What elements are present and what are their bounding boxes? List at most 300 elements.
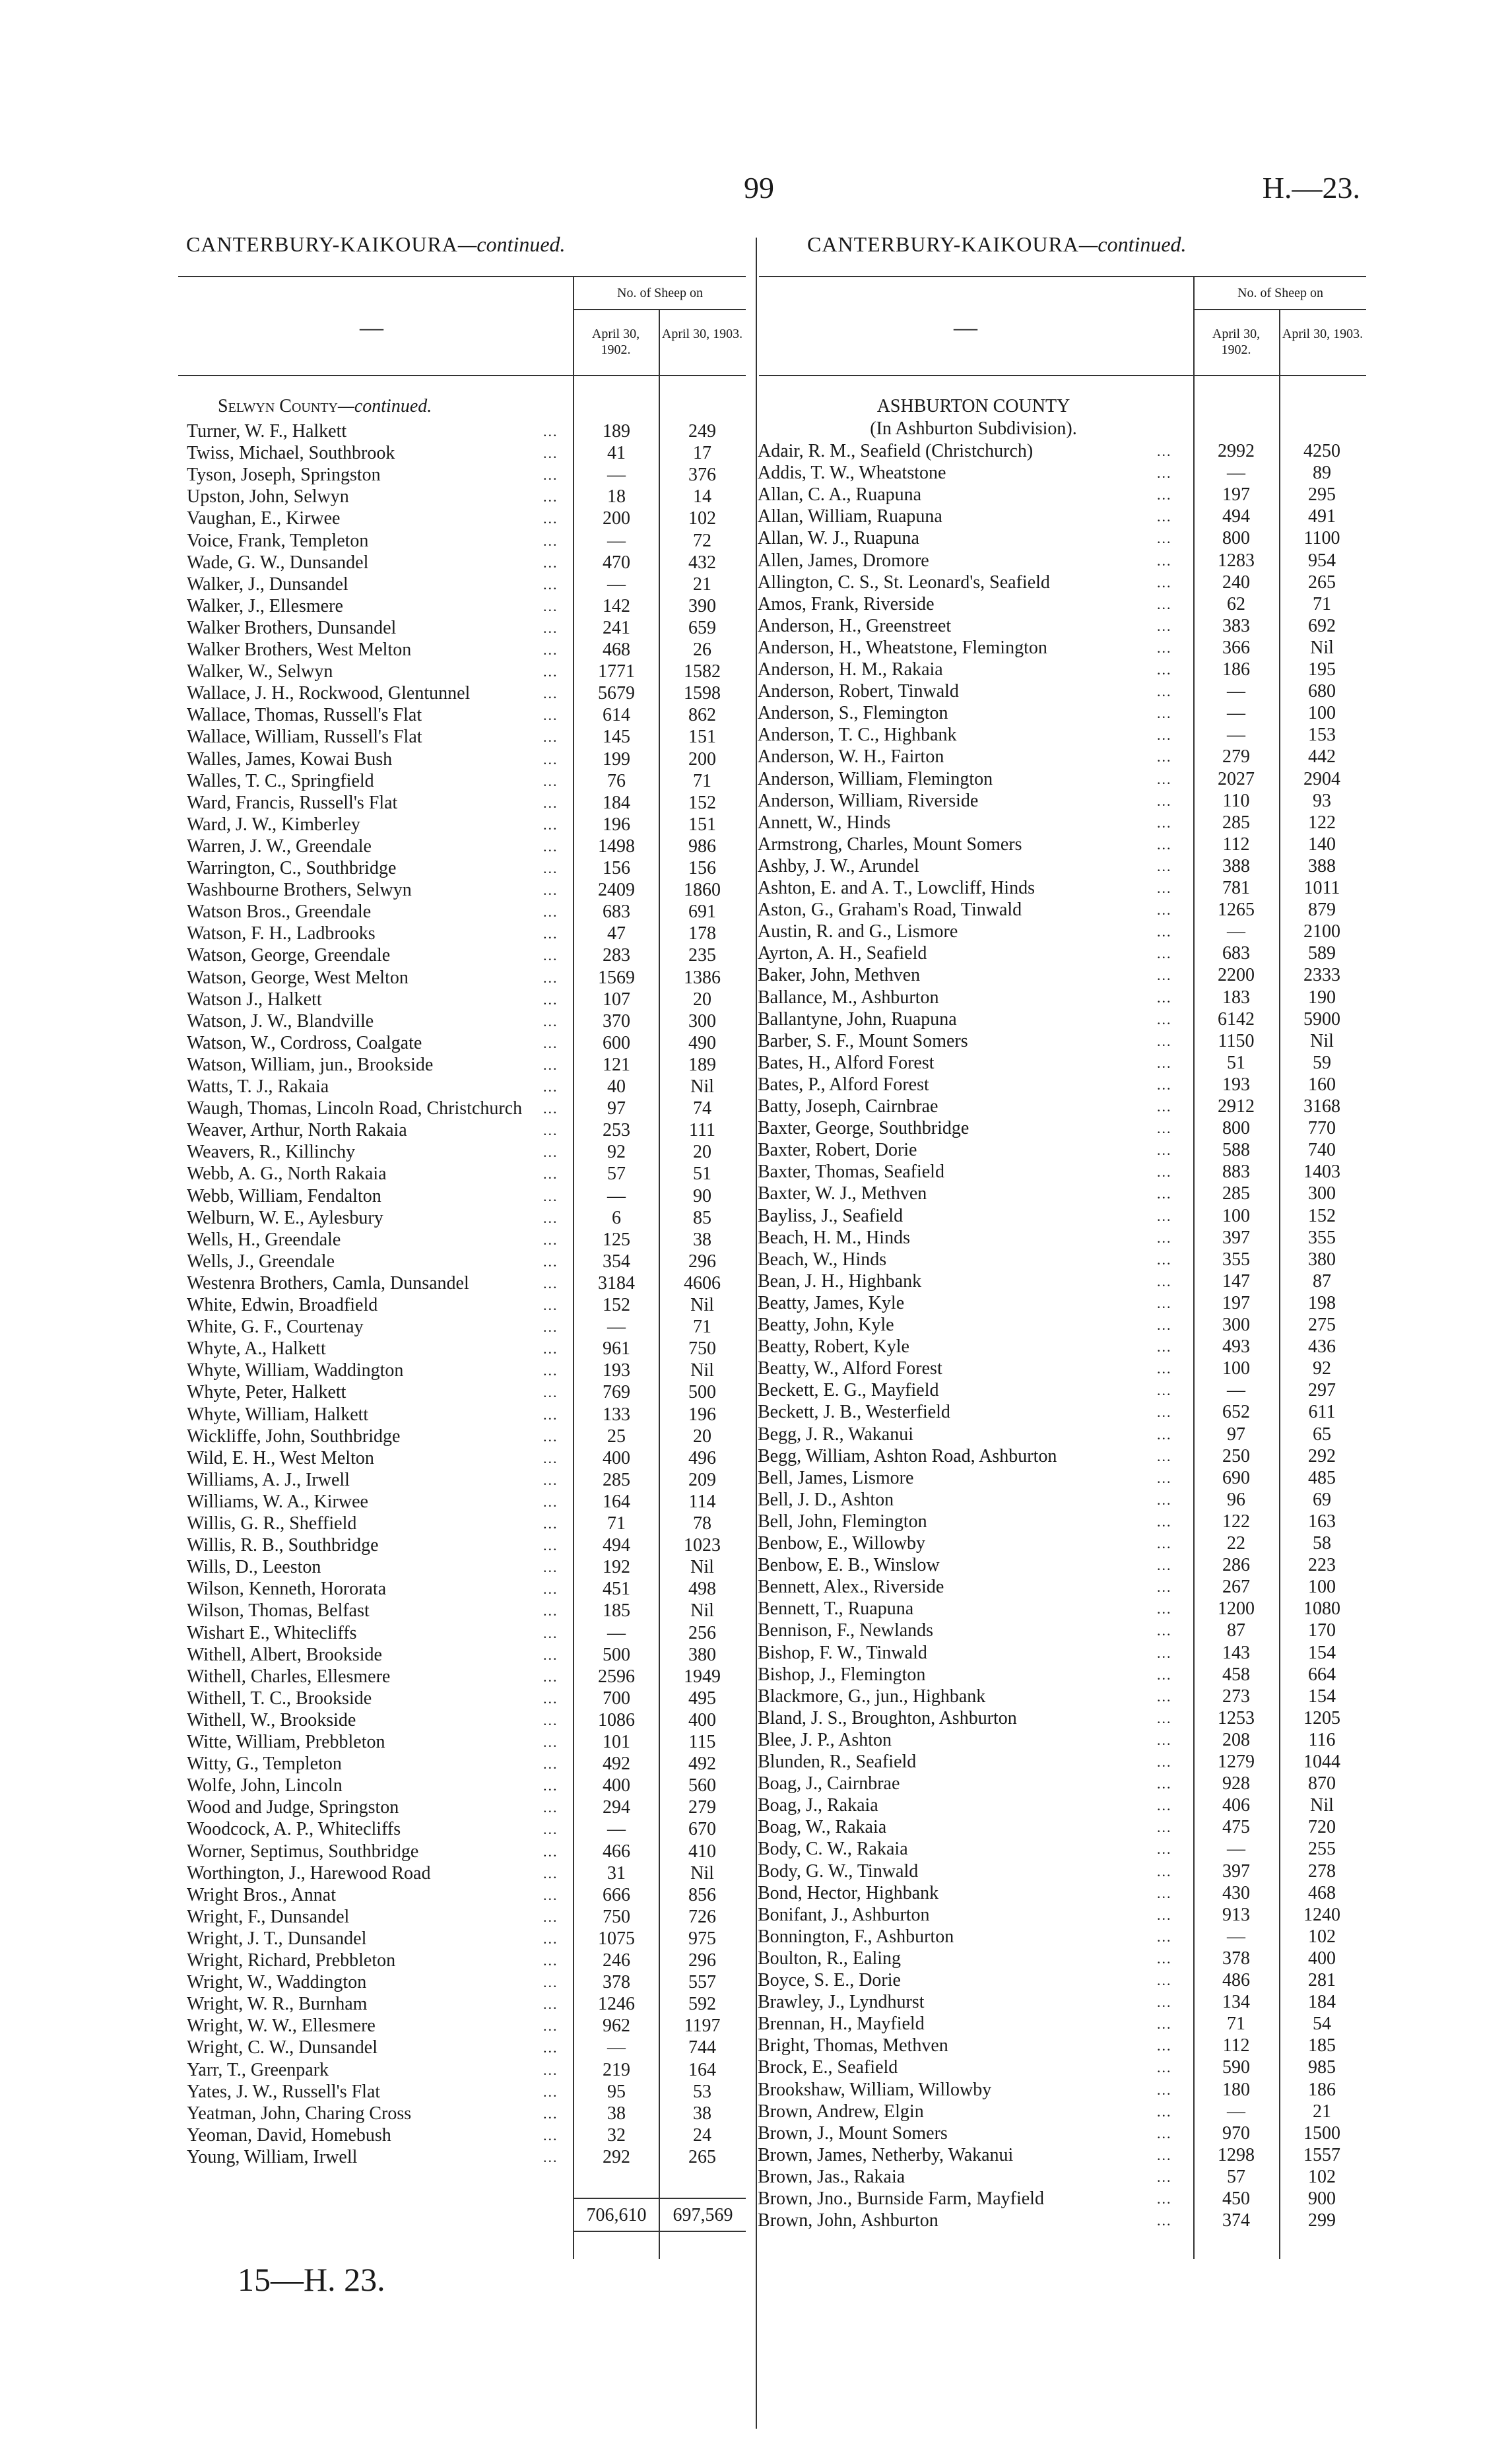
sheep-1902: 31 [607,1862,626,1884]
leader-dots: ... [1157,792,1172,809]
leader-dots: ... [1157,1775,1172,1792]
sheep-1903: 265 [1308,572,1336,593]
sheep-1903: 744 [688,2037,716,2058]
owner-name: Brown, Jno., Burnside Farm, Mayfield [758,2188,1044,2209]
leader-dots: ... [1157,1447,1172,1464]
leader-dots: ... [1157,1535,1172,1552]
sheep-1903: 164 [688,2059,716,2080]
sheep-1903: 38 [693,1229,711,1250]
leader-dots: ... [1157,1754,1172,1770]
leader-dots: ... [1157,2037,1172,2054]
leader-dots: ... [1157,443,1172,459]
table-row [758,1904,1366,1926]
right-column-title [807,232,1187,257]
owner-name: Tyson, Joseph, Springston [187,465,381,486]
owner-name: Weaver, Arthur, North Rakaia [187,1120,407,1141]
leader-dots: ... [543,1034,558,1051]
sheep-1902: 2992 [1218,441,1255,461]
table-row [187,682,748,704]
leader-dots: ... [1157,814,1172,831]
table-row [187,661,748,682]
sheep-1903: 116 [1308,1729,1336,1750]
sheep-1903: 78 [693,1513,711,1534]
left-total-rule-bottom [573,2231,746,2232]
sheep-1902: 147 [1222,1270,1250,1292]
leader-dots: ... [543,1756,558,1773]
sheep-1902: 2596 [598,1666,635,1687]
sheep-1902: 219 [603,2059,630,2080]
leader-dots: ... [543,1646,558,1663]
sheep-1902: 430 [1222,1882,1250,1903]
sheep-1902: 2409 [598,880,635,901]
sheep-1903: Nil [690,1862,714,1884]
sheep-1902: 970 [1222,2122,1250,2144]
owner-name: Ashby, J. W., Arundel [758,855,919,876]
table-row [758,1926,1366,1948]
owner-name: Adair, R. M., Seafield (Christchurch) [758,441,1034,461]
sheep-1902: 666 [603,1884,630,1905]
leader-dots: ... [543,1428,558,1445]
owner-name: Aston, G., Graham's Road, Tinwald [758,900,1022,921]
table-row [187,1119,748,1141]
leader-dots: ... [1157,465,1172,482]
sheep-1902: 383 [1222,615,1250,636]
sheep-1902: 97 [607,1098,626,1119]
leader-dots: ... [543,1253,558,1270]
sheep-1903: 495 [688,1688,716,1709]
sheep-1903: 560 [688,1775,716,1796]
sheep-1903: 468 [1308,1882,1336,1903]
sheep-1903: 592 [688,1994,716,2015]
column-divider [756,238,757,2429]
sheep-1902: 1253 [1218,1707,1255,1728]
owner-name: Wallace, Thomas, Russell's Flat [187,705,422,726]
sheep-1903: 295 [1308,484,1336,506]
table-row [758,527,1366,549]
leader-dots: ... [1157,639,1172,656]
sheep-1903: 1582 [684,661,721,682]
leader-dots: ... [1157,661,1172,678]
sheep-1902: 781 [1222,878,1250,898]
owner-name: Wright, F., Dunsandel [187,1906,350,1927]
left-total-1903: 697,569 [673,2205,733,2225]
table-row [187,923,748,944]
sheep-1902: 470 [603,552,630,573]
leader-dots: ... [1157,1491,1172,1508]
sheep-1902: 286 [1222,1555,1250,1576]
leader-dots: ... [1157,683,1172,700]
table-row [187,2059,748,2081]
table-row [187,814,748,836]
leader-dots: ... [1157,770,1172,787]
leader-dots: ... [543,1144,558,1161]
sheep-1903: 659 [688,617,716,638]
table-row [758,637,1366,659]
owner-name: Bond, Hector, Highbank [758,1882,939,1903]
owner-name: Webb, William, Fendalton [187,1185,381,1206]
sheep-1903: 163 [1308,1511,1336,1532]
owner-name: Benbow, E., Willowby [758,1533,925,1554]
sheep-1902: 1771 [598,661,635,682]
sheep-1902: 32 [607,2124,626,2146]
sheep-1903: 1205 [1303,1707,1340,1728]
leader-dots: ... [543,1952,558,1969]
table-row [758,1686,1366,1707]
owner-name: Beckett, J. B., Westerfield [758,1402,950,1423]
leader-dots: ... [543,1777,558,1794]
owner-name: Wright, W., Waddington [187,1972,367,1993]
owner-name: Bennett, T., Ruapuna [758,1598,914,1620]
leader-dots: ... [543,1471,558,1488]
sheep-1902: 294 [603,1797,630,1818]
sheep-1903: 985 [1308,2057,1336,2078]
owner-name: Anderson, H., Greenstreet [758,615,952,636]
leader-dots: ... [543,794,558,811]
left-column-title [186,232,566,257]
sheep-1902: 47 [607,923,626,944]
left-section-continued: —continued. [337,396,432,416]
owner-name: Yeoman, David, Homebush [187,2124,391,2146]
owner-name: Warrington, C., Southbridge [187,858,397,878]
leader-dots: ... [543,1406,558,1423]
table-row [758,1008,1366,1030]
sheep-1903: 265 [688,2146,716,2167]
table-row [758,1205,1366,1227]
sheep-1902: — [1227,725,1245,746]
sheep-1902: 3184 [598,1272,635,1294]
leader-dots: ... [543,1602,558,1620]
sheep-1902: — [607,1819,626,1840]
table-row [758,659,1366,680]
leader-dots: ... [543,641,558,658]
leader-dots: ... [1157,1098,1172,1115]
sheep-1902: 494 [603,1535,630,1556]
leader-dots: ... [1157,2081,1172,2098]
owner-name: Beach, H. M., Hinds [758,1227,910,1248]
sheep-1902: 374 [1222,2210,1250,2231]
table-row [758,855,1366,877]
leader-dots: ... [543,685,558,702]
table-row [187,1666,748,1688]
table-row [758,1096,1366,1117]
table-row [758,572,1366,593]
owner-name: Wills, D., Leeston [187,1557,321,1578]
sheep-1903: 281 [1308,1970,1336,1990]
sheep-1902: 253 [603,1120,630,1141]
owner-name: Bayliss, J., Seafield [758,1205,904,1226]
table-row [758,1401,1366,1423]
sheep-1902: 1283 [1218,550,1255,571]
leader-dots: ... [1157,1972,1172,1988]
sheep-1902: 378 [603,1972,630,1993]
sheep-1902: 2200 [1218,965,1255,986]
sheep-1903: 5900 [1303,1008,1340,1030]
sheep-1903: 279 [688,1797,716,1818]
owner-name: Boyce, S. E., Dorie [758,1970,901,1990]
sheep-1903: 71 [1313,593,1331,614]
sheep-1903: 92 [1313,1358,1331,1379]
sheep-1902: 241 [603,617,630,638]
table-row [187,1316,748,1338]
leader-dots: ... [1157,1404,1172,1421]
owner-name: Watson, George, Greendale [187,945,391,966]
table-row [758,2013,1366,2035]
sheep-1902: 406 [1222,1795,1250,1816]
table-row [758,964,1366,986]
sheep-1902: — [1227,463,1245,484]
leader-dots: ... [1157,1426,1172,1443]
table-row [758,1882,1366,1904]
owner-name: Ballantyne, John, Ruapuna [758,1008,957,1030]
sheep-1903: 54 [1313,2014,1331,2035]
sheep-1903: 71 [693,1317,711,1338]
leader-dots: ... [1157,1688,1172,1705]
sheep-1903: 3168 [1303,1096,1340,1117]
leader-dots: ... [543,1799,558,1816]
leader-dots: ... [1157,1317,1172,1333]
leader-dots: ... [1157,748,1172,766]
table-row [758,2035,1366,2056]
sheep-1902: 185 [603,1600,630,1622]
sheep-1903: 300 [1308,1183,1336,1204]
leader-dots: ... [1157,945,1172,962]
owner-name: Whyte, A., Halkett [187,1338,326,1360]
owner-name: Anderson, William, Flemington [758,768,993,789]
sheep-1903: 93 [1313,790,1331,811]
sheep-1903: 485 [1308,1467,1336,1488]
owner-name: Body, G. W., Tinwald [758,1860,919,1882]
leader-dots: ... [1157,1076,1172,1093]
owner-name: Brown, J., Mount Somers [758,2122,948,2144]
table-row [758,1729,1366,1751]
table-row [187,1884,748,1906]
owner-name: Blackmore, G., jun., Highbank [758,1686,986,1707]
table-row [758,462,1366,484]
table-row [187,1753,748,1775]
leader-dots: ... [1157,923,1172,940]
owner-name: Batty, Joseph, Cairnbrae [758,1096,938,1117]
sheep-1902: 493 [1222,1336,1250,1358]
leader-dots: ... [543,1711,558,1728]
sheep-1903: 1557 [1303,2144,1340,2165]
table-row [758,1576,1366,1598]
sheep-1903: 87 [1313,1270,1331,1292]
table-row [758,1773,1366,1794]
sheep-1903: Nil [1310,1030,1334,1051]
sheep-1902: 500 [603,1644,630,1665]
leader-dots: ... [1157,1251,1172,1268]
owner-name: Whyte, William, Halkett [187,1404,369,1425]
leader-dots: ... [1157,880,1172,896]
table-row [187,1578,748,1600]
sheep-1902: 267 [1222,1577,1250,1598]
owner-name: Body, C. W., Rakaia [758,1839,908,1860]
leader-dots: ... [1157,1338,1172,1356]
leader-dots: ... [543,510,558,527]
table-row [187,1818,748,1840]
sheep-1903: 152 [688,792,716,813]
owner-name: Allington, C. S., St. Leonard's, Seafield [758,572,1050,593]
leader-dots: ... [1157,2059,1172,2076]
leader-dots: ... [543,467,558,484]
leader-dots: ... [543,816,558,833]
table-row [187,508,748,529]
leader-dots: ... [543,729,558,746]
sheep-1903: 102 [688,508,716,529]
leader-dots: ... [1157,1469,1172,1486]
leader-dots: ... [543,1668,558,1685]
leader-dots: ... [1157,1819,1172,1836]
table-row [187,770,748,792]
owner-name: Begg, William, Ashton Road, Ashburton [758,1445,1057,1466]
table-row [187,1600,748,1622]
table-row [758,440,1366,462]
sheep-1902: 1086 [598,1709,635,1730]
owner-name: Anderson, H., Wheatstone, Flemington [758,637,1047,658]
leader-dots: ... [1157,836,1172,853]
owner-name: Allan, W. J., Ruapuna [758,528,919,549]
table-row [187,1906,748,1928]
sheep-1902: 110 [1222,790,1250,811]
table-row [758,1030,1366,1052]
table-row [187,464,748,486]
owner-name: Ward, Francis, Russell's Flat [187,792,398,813]
owner-name: Walker, J., Ellesmere [187,595,343,616]
sheep-1902: 250 [1222,1445,1250,1466]
table-row [187,1272,748,1294]
table-row [187,1971,748,1993]
owner-name: Armstrong, Charles, Mount Somers [758,834,1022,855]
sheep-1902: — [607,574,626,595]
leader-dots: ... [1157,617,1172,634]
sheep-1902: 96 [1227,1489,1245,1510]
owner-name: Wade, G. W., Dunsandel [187,552,369,573]
owner-name: Wood and Judge, Springston [187,1797,399,1818]
sheep-1902: 928 [1222,1773,1250,1794]
left-header-group: No. of Sheep on [617,286,703,300]
table-row [758,1620,1366,1641]
sheep-1903: 750 [688,1338,716,1360]
leader-dots: ... [1157,2016,1172,2033]
sheep-1903: 720 [1308,1817,1336,1838]
leader-dots: ... [1157,552,1172,569]
table-row [187,639,748,661]
owner-name: Witty, G., Templeton [187,1754,342,1775]
sheep-1903: 256 [688,1622,716,1643]
table-row [758,1139,1366,1161]
owner-name: Yeatman, John, Charing Cross [187,2103,412,2124]
sheep-1903: 1197 [684,2016,721,2037]
leader-dots: ... [1157,530,1172,547]
leader-dots: ... [1157,1622,1172,1639]
leader-dots: ... [1157,1294,1172,1311]
table-row [758,1794,1366,1816]
owner-name: Walker Brothers, West Melton [187,640,412,660]
sheep-1903: 355 [1308,1227,1336,1248]
sheep-1903: 296 [688,1950,716,1971]
owner-name: Barber, S. F., Mount Somers [758,1030,968,1051]
left-header-bottom-rule [178,375,746,376]
sheep-1902: 652 [1222,1402,1250,1423]
sheep-1902: 1246 [598,1994,635,2015]
leader-dots: ... [543,1362,558,1379]
leader-dots: ... [543,947,558,964]
sheep-1903: 390 [688,595,716,616]
leader-dots: ... [543,1624,558,1641]
leader-dots: ... [543,1319,558,1336]
sheep-1903: 611 [1308,1402,1336,1423]
table-row [758,1270,1366,1292]
left-section-heading [218,396,432,417]
sheep-1903: 17 [693,443,711,464]
sheep-1903: 1240 [1303,1904,1340,1925]
sheep-1903: 235 [688,945,716,966]
owner-name: Bennison, F., Newlands [758,1620,934,1641]
owner-name: Voice, Frank, Templeton [187,530,369,551]
table-row [187,1032,748,1054]
owner-name: Wilson, Kenneth, Hororata [187,1579,387,1600]
table-row [758,550,1366,572]
sheep-1902: 475 [1222,1817,1250,1838]
owner-name: Beatty, W., Alford Forest [758,1358,942,1379]
left-title-text: CANTERBURY-KAIKOURA [186,232,458,256]
leader-dots: ... [1157,967,1172,984]
table-row [187,704,748,726]
leader-dots: ... [543,772,558,789]
sheep-1903: 89 [1313,463,1331,484]
sheep-1903: 1080 [1303,1598,1340,1620]
sheep-1902: 246 [603,1950,630,1971]
sheep-1903: 209 [688,1469,716,1490]
leader-dots: ... [543,860,558,876]
leader-dots: ... [543,1930,558,1947]
leader-dots: ... [1157,2103,1172,2120]
leader-dots: ... [1157,1644,1172,1661]
owner-name: Bean, J. H., Highbank [758,1270,922,1292]
owner-name: Brown, Andrew, Elgin [758,2101,924,2122]
sheep-1902: 458 [1222,1664,1250,1685]
owner-name: Worthington, J., Harewood Road [187,1862,431,1884]
leader-dots: ... [1157,595,1172,612]
sheep-1903: 410 [688,1841,716,1862]
sheep-1903: 196 [688,1404,716,1425]
leader-dots: ... [543,1886,558,1903]
sheep-1903: Nil [690,1076,714,1097]
sheep-1903: 151 [688,727,716,748]
sheep-1902: 121 [603,1054,630,1075]
sheep-1902: 400 [603,1447,630,1468]
owner-name: Allan, C. A., Ruapuna [758,484,922,506]
sheep-1903: 278 [1308,1860,1336,1882]
table-row [187,748,748,770]
left-total-1902: 706,610 [586,2205,647,2225]
leader-dots: ... [543,1690,558,1707]
sheep-1903: 664 [1308,1664,1336,1685]
owner-name: Blee, J. P., Ashton [758,1729,892,1750]
sheep-1903: Nil [1310,637,1334,658]
sheep-1903: Nil [690,1600,714,1622]
sheep-1902: 112 [1222,2035,1250,2056]
leader-dots: ... [543,1515,558,1532]
owner-name: Boulton, R., Ealing [758,1948,901,1969]
sheep-1902: 690 [1222,1467,1250,1488]
sheep-1902: 57 [607,1164,626,1185]
sheep-1902: 2027 [1218,768,1255,789]
sheep-1902: 961 [603,1338,630,1360]
table-row [187,1688,748,1709]
sheep-1902: 600 [603,1032,630,1053]
sheep-1903: 115 [688,1732,716,1752]
